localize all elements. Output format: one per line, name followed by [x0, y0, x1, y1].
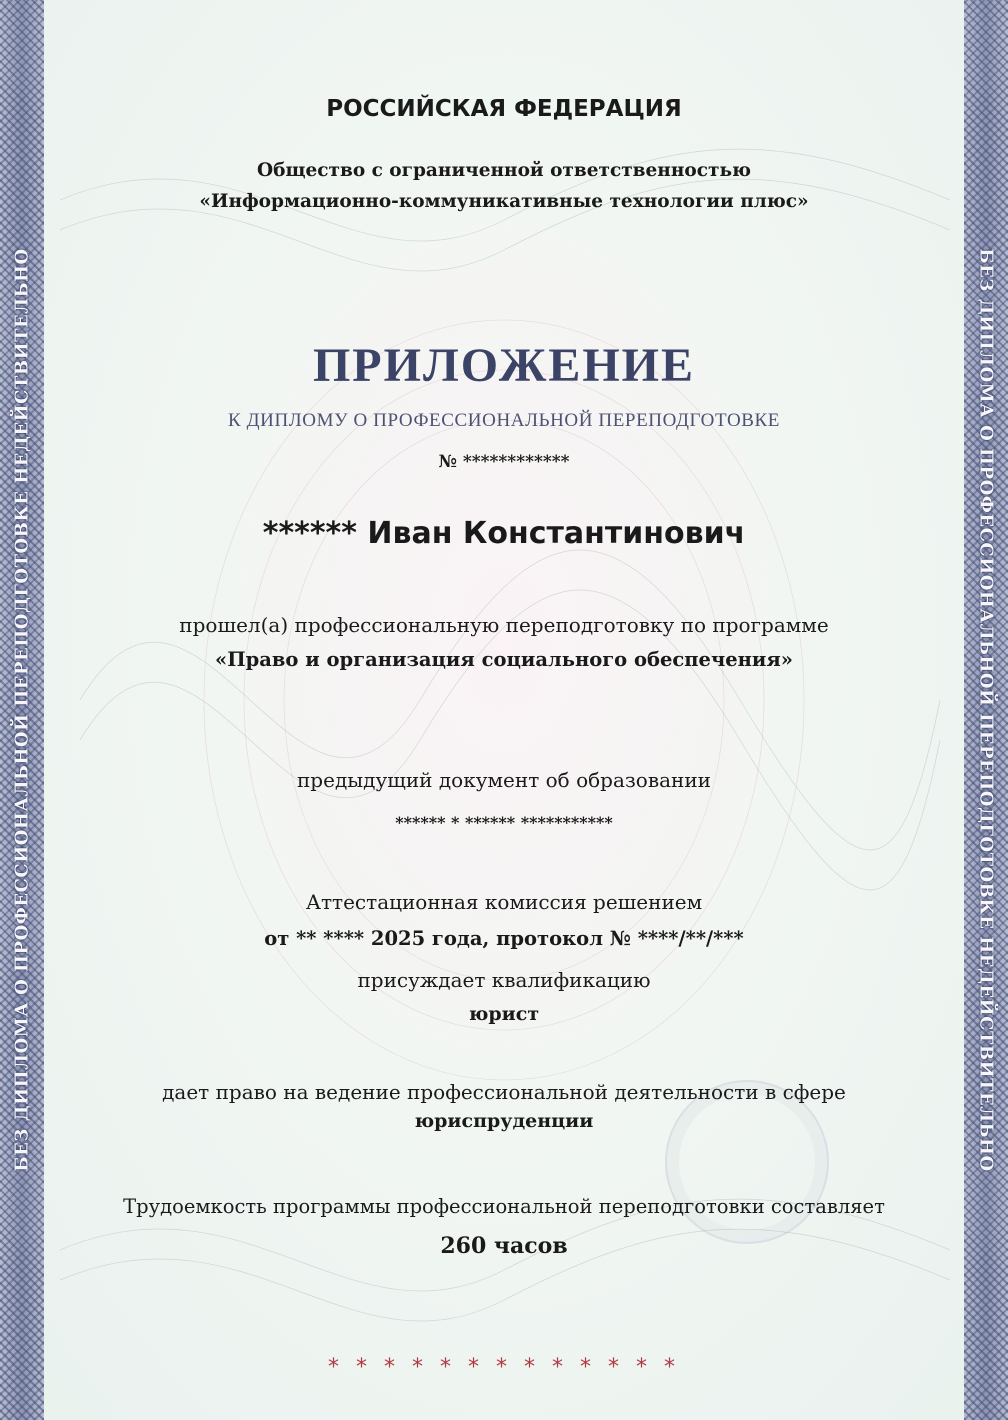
right-security-border [964, 0, 1008, 1420]
left-border-text: БЕЗ ДИПЛОМА О ПРОФЕССИОНАЛЬНОЙ ПЕРЕПОДГОТОВКЕ НЕДЕЙСТВИТЕЛЬНО [11, 248, 33, 1172]
document-subtitle: К ДИПЛОМУ О ПРОФЕССИОНАЛЬНОЙ ПЕРЕПОДГОТОВКЕ [227, 410, 781, 431]
country-heading: РОССИЙСКАЯ ФЕДЕРАЦИЯ [326, 96, 682, 122]
previous-education-value: ****** * ****** *********** [395, 813, 613, 832]
rights-label: дает право на ведение профессиональной деятельности в сфере [162, 1080, 846, 1104]
qualification-value: юрист [468, 1003, 540, 1025]
attestation-label: Аттестационная комиссия решением [305, 890, 703, 914]
organization-name: «Информационно-коммуникативные технологии плюс» [199, 191, 809, 212]
left-security-border [0, 0, 44, 1420]
document-number: № ************ [438, 452, 570, 472]
rights-sphere: юриспруденции [414, 1110, 594, 1132]
labor-intensity-hours: 260 часов [440, 1233, 568, 1259]
document-title: ПРИЛОЖЕНИЕ [312, 339, 696, 392]
qualification-label: присуждает квалификацию [357, 968, 651, 992]
previous-education-label: предыдущий документ об образовании [296, 768, 712, 792]
attestation-decision: от ** **** 2025 года, протокол № ****/**/*** [264, 927, 744, 950]
organization-type: Общество с ограниченной ответственностью [257, 160, 751, 181]
serial-number: * * * * * * * * * * * * * [328, 1355, 680, 1380]
program-intro: прошел(а) профессиональную переподготовку по программе [179, 613, 829, 637]
holder-name: ****** Иван Константинович [262, 516, 746, 551]
labor-intensity-label: Трудоемкость программы профессиональной переподготовки составляет [123, 1195, 885, 1218]
seal-watermark [665, 1080, 829, 1244]
right-border-text: БЕЗ ДИПЛОМА О ПРОФЕССИОНАЛЬНОЙ ПЕРЕПОДГОТОВКЕ НЕДЕЙСТВИТЕЛЬНО [975, 248, 997, 1172]
program-name: «Право и организация социального обеспечения» [215, 648, 793, 671]
